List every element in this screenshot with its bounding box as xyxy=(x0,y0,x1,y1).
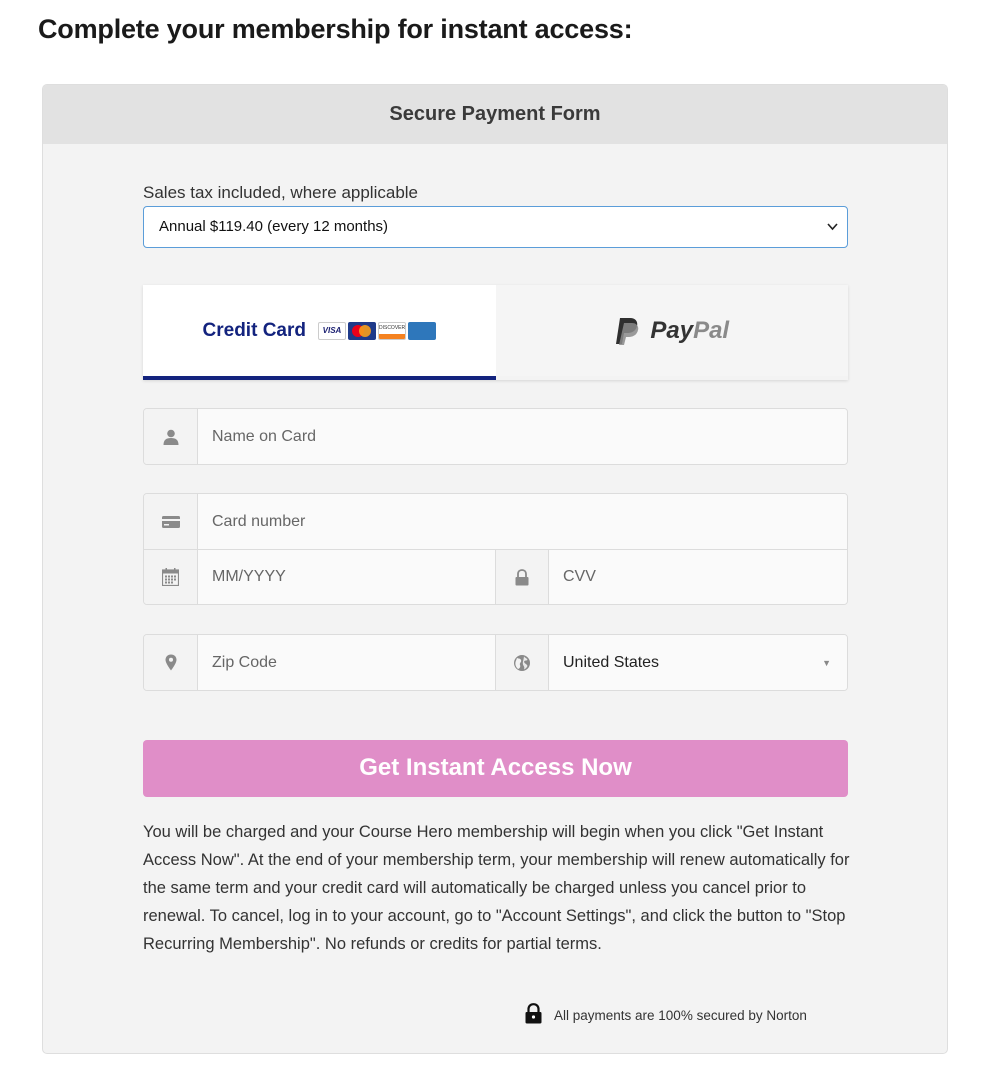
user-icon xyxy=(144,409,198,464)
tab-credit-card-label: Credit Card xyxy=(202,319,306,341)
chevron-down-icon xyxy=(827,207,838,263)
terms-text: You will be charged and your Course Hero membership will begin when you click "Get Instant Access Now". At the end of your membership term, your membership will renew automatically for the same term and your credit card will automatically be charged unless you cancel prior to renewal. To cancel, log in to your account, go to "Account Settings", and click the button to "Stop Recurring Membership". No refunds or credits for partial terms. xyxy=(143,823,850,953)
calendar-icon xyxy=(144,550,198,604)
tax-label: Sales tax included, where applicable xyxy=(143,183,419,202)
discover-logo: DISCOVER xyxy=(378,322,406,340)
payment-panel xyxy=(42,84,948,1054)
lock-icon xyxy=(495,550,549,604)
dropdown-arrow-icon: ▼ xyxy=(822,657,831,668)
globe-icon xyxy=(495,635,549,690)
payment-method-tabs xyxy=(143,285,848,380)
cvv-input[interactable]: CVV xyxy=(549,550,847,604)
mastercard-logo xyxy=(348,322,376,340)
country-select[interactable] xyxy=(549,635,847,690)
card-brand-logos xyxy=(318,322,436,340)
amex-logo xyxy=(408,322,436,340)
paypal-icon xyxy=(614,316,640,346)
security-note-text: All payments are 100% secured by Norton xyxy=(554,1007,807,1023)
paypal-pay-text: Pay xyxy=(650,316,694,344)
expiry-input[interactable]: MM/YYYY xyxy=(198,550,495,604)
tab-paypal[interactable] xyxy=(496,285,849,376)
address-field-group xyxy=(143,634,848,691)
padlock-icon xyxy=(525,1003,542,1027)
map-pin-icon xyxy=(144,635,198,690)
plan-select[interactable] xyxy=(143,206,848,248)
name-on-card-input[interactable]: Name on Card xyxy=(198,409,847,464)
page-title: Complete your membership for instant access: xyxy=(38,14,633,44)
paypal-logo xyxy=(614,316,729,346)
tab-credit-card[interactable] xyxy=(143,285,496,380)
name-field-group xyxy=(143,408,848,465)
paypal-pal-text: Pal xyxy=(693,316,730,344)
panel-header: Secure Payment Form xyxy=(43,85,947,144)
plan-select-value: Annual $119.40 (every 12 months) xyxy=(159,218,389,235)
card-number-input[interactable]: Card number xyxy=(198,494,847,549)
visa-logo: VISA xyxy=(318,322,346,340)
security-note xyxy=(525,1003,807,1027)
country-select-value: United States xyxy=(563,653,660,671)
zip-code-input[interactable]: Zip Code xyxy=(198,635,495,690)
get-instant-access-button[interactable]: Get Instant Access Now xyxy=(143,740,848,797)
credit-card-icon xyxy=(144,494,198,549)
card-field-group xyxy=(143,493,848,605)
